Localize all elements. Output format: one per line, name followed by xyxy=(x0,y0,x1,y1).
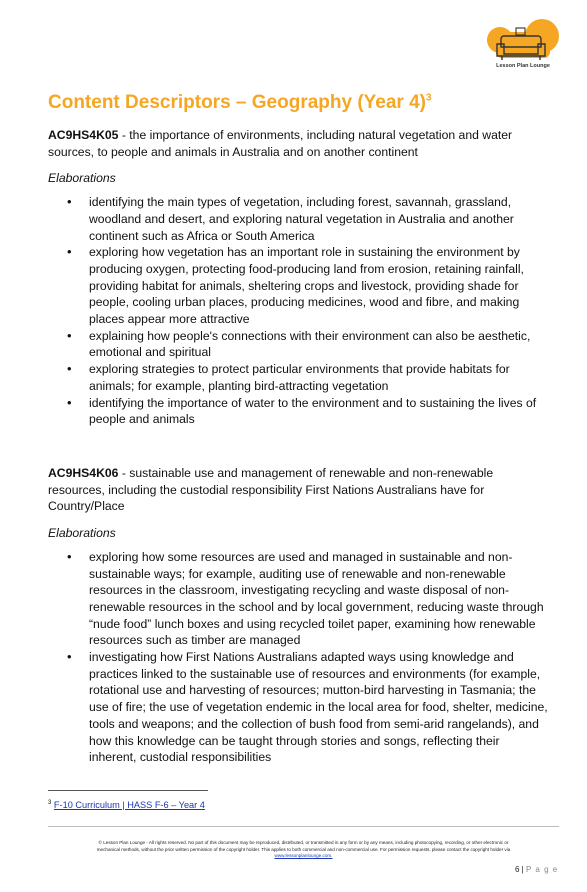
descriptor-lead xyxy=(48,127,548,160)
footnote-number: 3 xyxy=(48,800,52,806)
descriptor-section-k06 xyxy=(48,465,548,766)
descriptor-code: AC9HS4K06 xyxy=(48,466,119,480)
page-title xyxy=(48,92,432,114)
footnote-link[interactable]: F-10 Curriculum | HASS F-6 – Year 4 xyxy=(53,800,205,811)
list-item: • exploring how some resources are used and managed in sustainable and non-sustainable ways; for example, auditing use of renewable and non-renewable resources in the classroom, investigating recycling and waste disposal of non-renewable resources in the school and by local government, reducing waste through “nude food” lunch boxes and using recycled toilet paper, examining how renewable resources such as timber are managed xyxy=(89,549,548,649)
list-item: • investigating how First Nations Australians adapted ways using knowledge and practices linked to the sustainable use of resources and environments (for example, rotational use and harvesting of resources; mutton-bird harvesting in Tasmania; the use of fire; the use of vegetation endemic in the local area for food, shelter, medicine, tools and weapons; and the collection of bush food from semi-arid rangelands), and how this knowledge can be taught through stories and songs, reflecting their inherent, custodial responsibilities xyxy=(89,649,548,766)
footnote xyxy=(48,800,205,810)
descriptor-text: - sustainable use and management of renewable and non-renewable resources, including the custodial responsibility First Nations Australians have for Country/Place xyxy=(48,466,494,514)
list-item: • identifying the main types of vegetation, including forest, savannah, grassland, woodland and desert, and exploring natural vegetation in Australia and another continent such as Africa or South America xyxy=(89,194,548,244)
page-label: P a g e xyxy=(525,865,559,874)
copyright-link[interactable]: www.lessonplanlounge.com. xyxy=(274,853,333,859)
footnote-divider xyxy=(48,790,208,791)
list-item: • explaining how people's connections with their environment can also be aesthetic, emotional and spiritual xyxy=(89,328,548,361)
elaborations-heading: Elaborations xyxy=(48,526,116,541)
footer-divider xyxy=(48,826,559,827)
descriptor-section-k05 xyxy=(48,127,548,428)
descriptor-lead xyxy=(48,465,548,515)
logo-text: Lesson Plan Lounge xyxy=(496,63,550,69)
copyright-notice xyxy=(52,840,555,860)
title-text: Content Descriptors – Geography (Year 4) xyxy=(48,92,426,113)
copyright-line: © Lesson Plan Lounge - All rights reserved. No part of this document may be reproduced, distributed, or transmitted in any form or by any means, including photocopying, recording, or other electronic or xyxy=(98,840,509,845)
list-item: • exploring strategies to protect particular environments that provide habitats for animals; for example, planting bird-attracting vegetation xyxy=(89,361,548,394)
descriptor-code: AC9HS4K05 xyxy=(48,128,119,142)
page-number-value: 6 xyxy=(515,865,520,874)
list-item: • identifying the importance of water to the environment and to sustaining the lives of people and animals xyxy=(89,395,548,428)
copyright-line: mechanical methods, without the prior written permission of the copyright holder. This applies to both commercial and non-commercial use. For permission requests, please contact the copyright holder via xyxy=(96,846,511,852)
elaborations-list xyxy=(48,549,548,766)
descriptor-text: - the importance of environments, including natural vegetation and water sources, to people and animals in Australia and on another continent xyxy=(48,128,513,159)
elaborations-list xyxy=(48,194,548,428)
title-footnote-ref: 3 xyxy=(426,92,432,104)
page-number: 6 | P a g e xyxy=(515,865,559,874)
elaborations-heading: Elaborations xyxy=(48,171,116,186)
list-item: • exploring how vegetation has an important role in sustaining the environment by producing oxygen, protecting food-producing land from erosion, retaining rainfall, providing habitat for animals, sheltering crops and livestock, providing shade for people, cooling urban places, producing medicines, wood and fibre, and making places appear more attractive xyxy=(89,244,548,328)
